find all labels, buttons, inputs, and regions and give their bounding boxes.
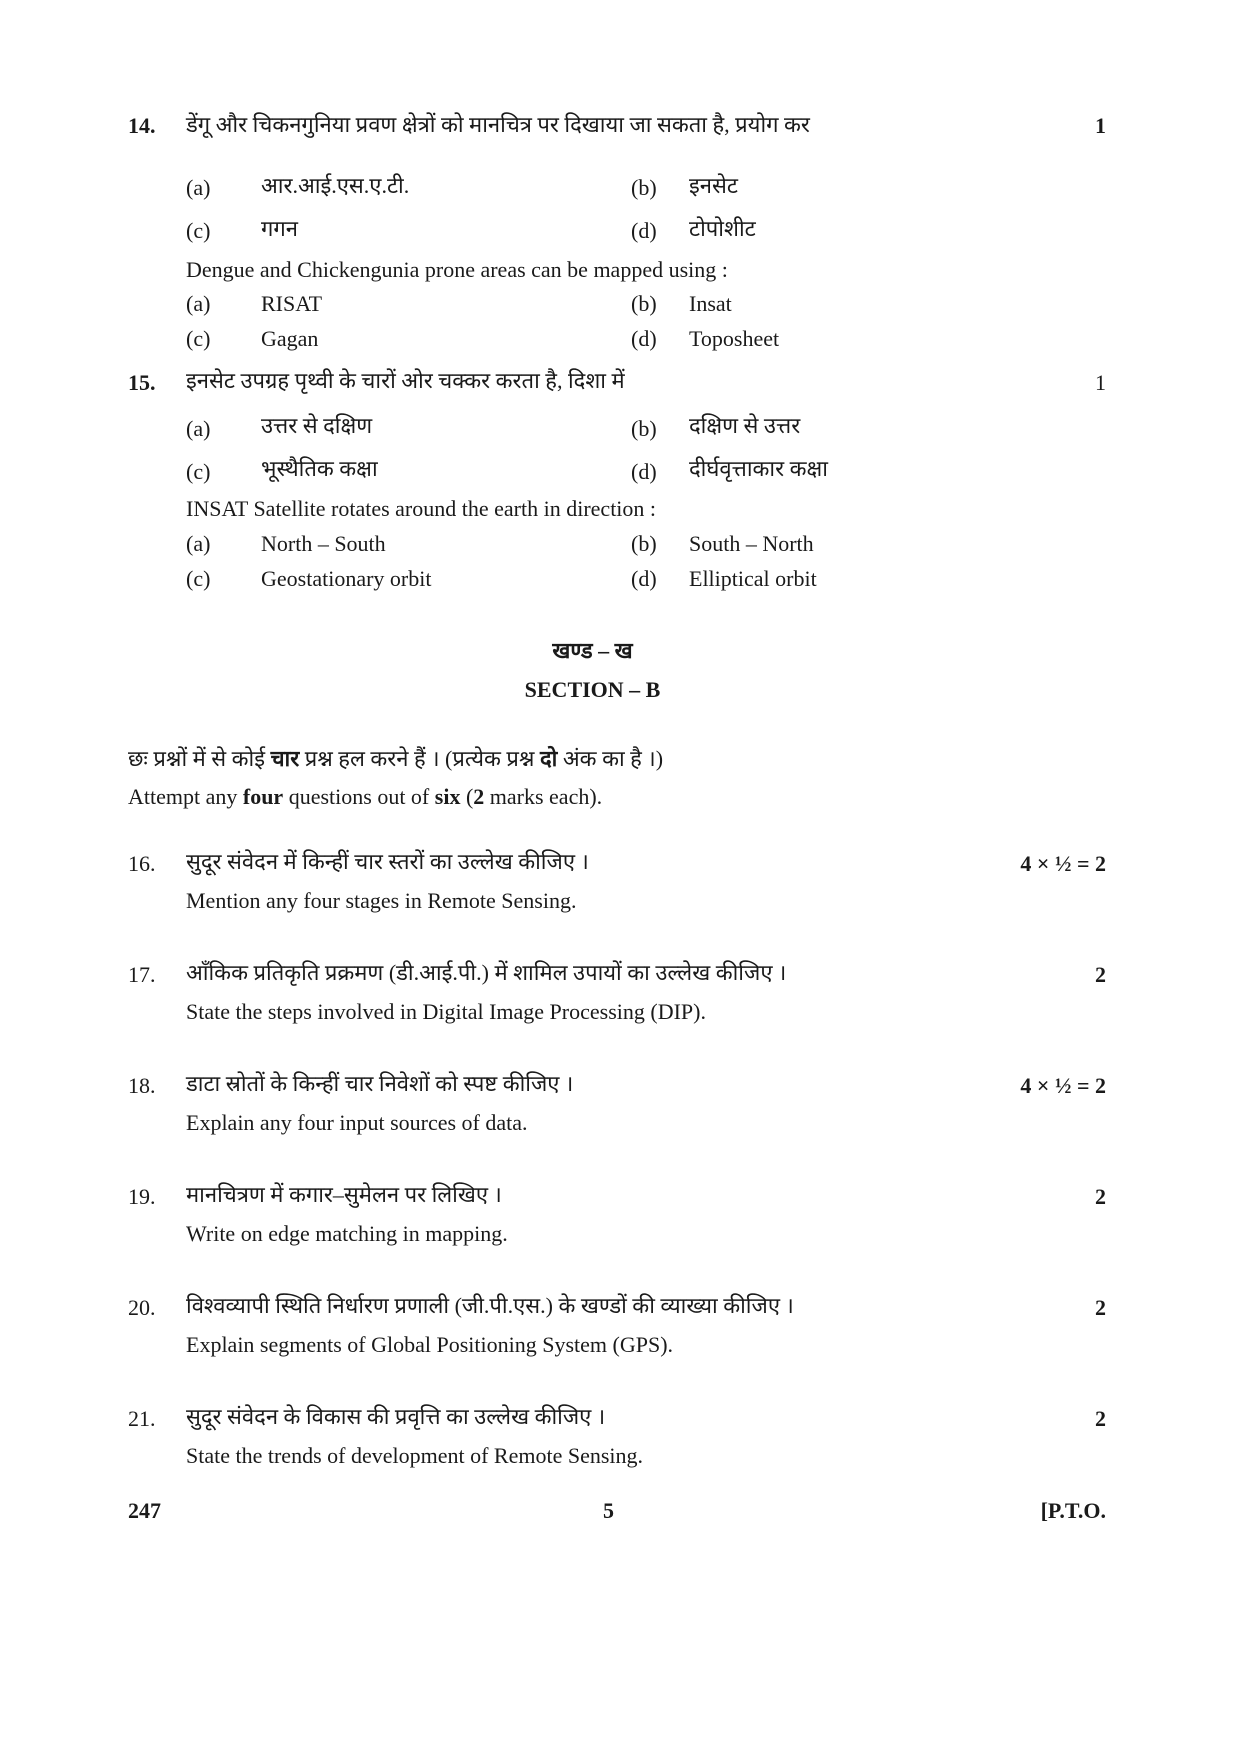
q17-marks: 2 bbox=[1095, 962, 1106, 987]
q15-hindi-option-a-key: (a) bbox=[186, 416, 211, 441]
q14-english-option-d: Toposheet bbox=[689, 326, 780, 351]
footer-page-number: 5 bbox=[603, 1498, 614, 1523]
section-hindi-instruction bbox=[128, 748, 663, 770]
q14-english-option-c: Gagan bbox=[261, 326, 319, 351]
q19-marks: 2 bbox=[1095, 1184, 1106, 1209]
q15-number: 15. bbox=[128, 370, 156, 395]
q14-english-option-b: Insat bbox=[689, 291, 732, 316]
q19-english-text: Write on edge matching in mapping. bbox=[186, 1221, 508, 1246]
footer-paper-code: 247 bbox=[128, 1498, 161, 1523]
footer-pto: [P.T.O. bbox=[1040, 1498, 1106, 1523]
instruction-english-emph-two: 2 bbox=[473, 784, 485, 809]
q15-english-option-b: South – North bbox=[689, 531, 814, 556]
q15-hindi-option-b: दक्षिण से उत्तर bbox=[689, 413, 801, 438]
q21-number: 21. bbox=[128, 1406, 156, 1431]
q16-marks: 4 × ½ = 2 bbox=[1020, 851, 1106, 876]
q21-marks: 2 bbox=[1095, 1406, 1106, 1431]
q15-english-option-d: Elliptical orbit bbox=[689, 566, 817, 591]
q15-hindi-option-a: उत्तर से दक्षिण bbox=[261, 413, 373, 438]
q14-english-option-c-key: (c) bbox=[186, 326, 211, 351]
instruction-english-part: ( bbox=[460, 784, 474, 809]
instruction-hindi-part: अंक का है ।) bbox=[557, 746, 664, 771]
q16-english-text: Mention any four stages in Remote Sensing. bbox=[186, 888, 577, 913]
instruction-hindi-part: प्रश्न हल करने हैं । (प्रत्येक प्रश्न bbox=[299, 746, 540, 771]
q18-hindi-text: डाटा स्रोतों के किन्हीं चार निवेशों को स्पष्ट कीजिए । bbox=[186, 1071, 574, 1096]
q14-hindi-option-d: टोपोशीट bbox=[689, 216, 756, 241]
q14-english-option-a-key: (a) bbox=[186, 291, 211, 316]
instruction-english-part: Attempt any bbox=[128, 784, 243, 809]
q14-english-option-d-key: (d) bbox=[631, 326, 657, 351]
instruction-hindi-emph-two: दो bbox=[539, 746, 558, 771]
instruction-english-emph-six: six bbox=[434, 784, 461, 809]
section-hindi-title: खण्ड – ख bbox=[552, 638, 633, 663]
q17-number: 17. bbox=[128, 962, 156, 987]
q14-hindi-option-b: इनसेट bbox=[689, 173, 738, 198]
q20-marks: 2 bbox=[1095, 1295, 1106, 1320]
q15-hindi-option-c-key: (c) bbox=[186, 459, 211, 484]
q21-english-text: State the trends of development of Remote Sensing. bbox=[186, 1443, 644, 1468]
section-english-title: SECTION – B bbox=[524, 677, 661, 702]
q18-marks: 4 × ½ = 2 bbox=[1020, 1073, 1106, 1098]
q15-english-option-c: Geostationary orbit bbox=[261, 566, 432, 591]
instruction-hindi-emph-four: चार bbox=[270, 746, 300, 771]
q14-english-text: Dengue and Chickengunia prone areas can be mapped using : bbox=[186, 257, 728, 282]
q17-english-text: State the steps involved in Digital Image Processing (DIP). bbox=[186, 999, 706, 1024]
instruction-english-part: marks each). bbox=[484, 784, 603, 809]
q15-hindi-option-d-key: (d) bbox=[631, 459, 657, 484]
q14-hindi-option-a-key: (a) bbox=[186, 175, 211, 200]
q15-english-option-a-key: (a) bbox=[186, 531, 211, 556]
q14-hindi-option-b-key: (b) bbox=[631, 175, 657, 200]
q15-english-option-b-key: (b) bbox=[631, 531, 657, 556]
instruction-english-emph-four: four bbox=[242, 784, 284, 809]
q15-marks: 1 bbox=[1095, 370, 1106, 395]
q14-marks: 1 bbox=[1095, 113, 1106, 138]
q14-number: 14. bbox=[128, 113, 156, 138]
q19-number: 19. bbox=[128, 1184, 156, 1209]
q15-hindi-option-d: दीर्घवृत्ताकार कक्षा bbox=[689, 456, 828, 481]
q16-hindi-text: सुदूर संवेदन में किन्हीं चार स्तरों का उल्लेख कीजिए । bbox=[186, 849, 589, 874]
q15-hindi-option-c: भूस्थैतिक कक्षा bbox=[261, 456, 378, 481]
q15-hindi-option-b-key: (b) bbox=[631, 416, 657, 441]
q14-hindi-option-c-key: (c) bbox=[186, 218, 211, 243]
q16-number: 16. bbox=[128, 851, 156, 876]
q18-number: 18. bbox=[128, 1073, 156, 1098]
q20-number: 20. bbox=[128, 1295, 156, 1320]
q14-hindi-option-c: गगन bbox=[261, 216, 298, 241]
q15-english-text: INSAT Satellite rotates around the earth in direction : bbox=[186, 496, 657, 521]
q21-hindi-text: सुदूर संवेदन के विकास की प्रवृत्ति का उल्लेख कीजिए । bbox=[186, 1404, 606, 1429]
instruction-english-part: questions out of bbox=[283, 784, 435, 809]
q15-english-option-d-key: (d) bbox=[631, 566, 657, 591]
q15-hindi-text: इनसेट उपग्रह पृथ्वी के चारों ओर चक्कर करता है, दिशा में bbox=[186, 368, 625, 393]
instruction-hindi-part: छः प्रश्नों में से कोई bbox=[128, 746, 271, 771]
q18-english-text: Explain any four input sources of data. bbox=[186, 1110, 528, 1135]
q20-english-text: Explain segments of Global Positioning System (GPS). bbox=[186, 1332, 674, 1357]
q14-hindi-option-a: आर.आई.एस.ए.टी. bbox=[261, 173, 410, 198]
q14-english-option-a: RISAT bbox=[261, 291, 323, 316]
q14-hindi-option-d-key: (d) bbox=[631, 218, 657, 243]
section-english-instruction bbox=[128, 786, 602, 808]
q14-english-option-b-key: (b) bbox=[631, 291, 657, 316]
q15-english-option-c-key: (c) bbox=[186, 566, 211, 591]
q15-english-option-a: North – South bbox=[261, 531, 386, 556]
q19-hindi-text: मानचित्रण में कगार–सुमेलन पर लिखिए । bbox=[186, 1182, 502, 1207]
q14-hindi-text: डेंगू और चिकनगुनिया प्रवण क्षेत्रों को मानचित्र पर दिखाया जा सकता है, प्रयोग कर bbox=[186, 112, 810, 137]
q17-hindi-text: आँकिक प्रतिकृति प्रक्रमण (डी.आई.पी.) में शामिल उपायों का उल्लेख कीजिए । bbox=[186, 960, 787, 985]
q20-hindi-text: विश्वव्यापी स्थिति निर्धारण प्रणाली (जी.पी.एस.) के खण्डों की व्याख्या कीजिए । bbox=[186, 1293, 794, 1318]
